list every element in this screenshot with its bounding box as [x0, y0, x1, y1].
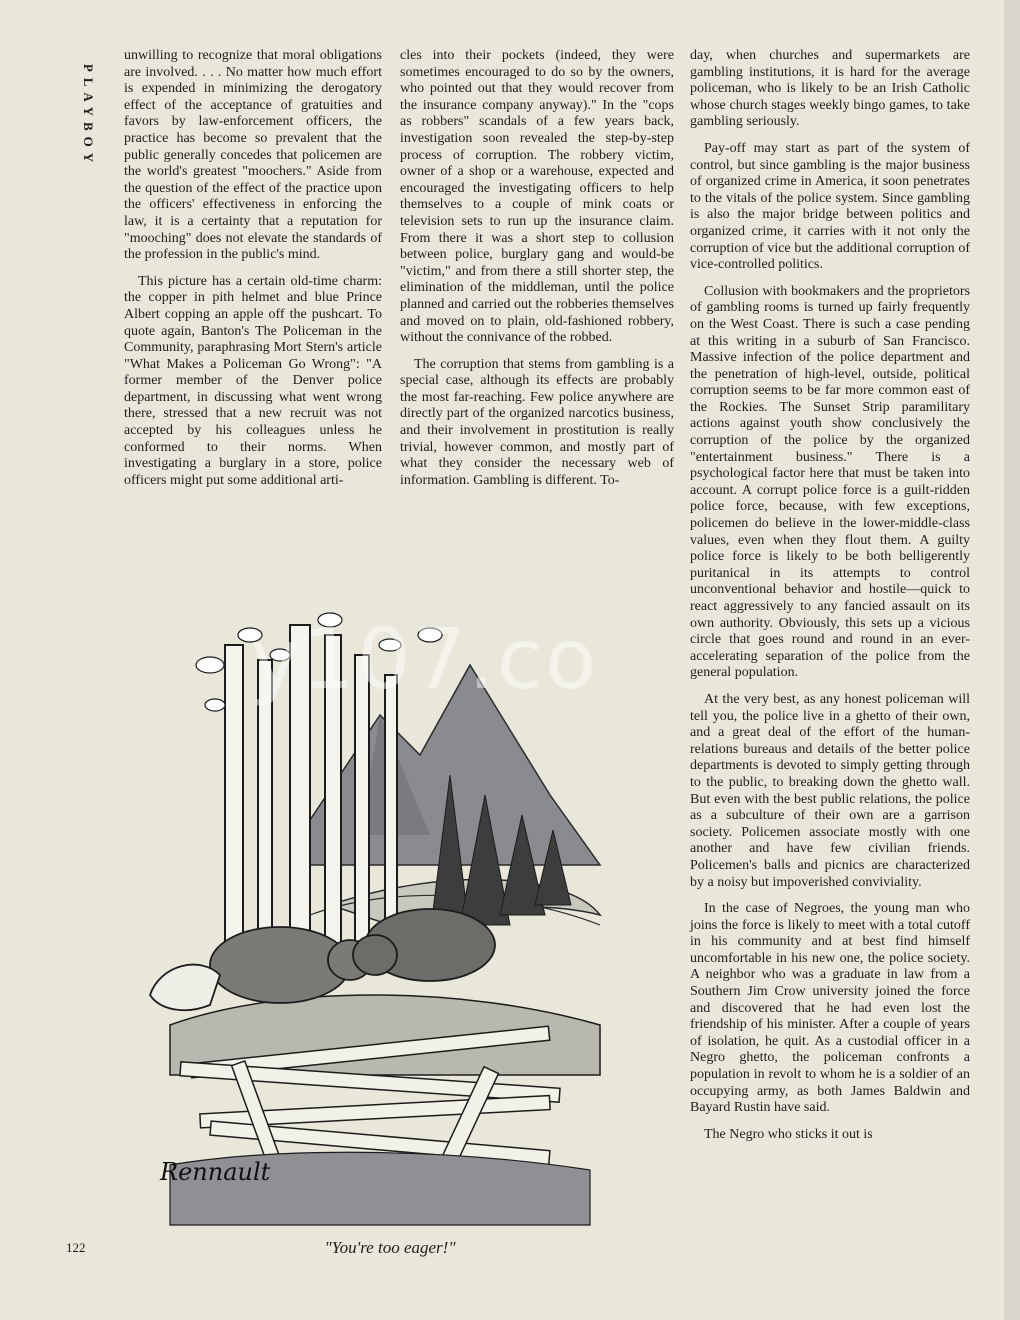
text-column-3	[690, 48, 970, 1143]
paragraph: Collusion with bookmakers and the proprietors of gambling rooms is turned up fairly frequently on the West Coast. There is such a case pending at this writing in a suburb of San Francisco. Massive infection of the police department and the penetration of high-level, outside, political corruption seems to be far more common east of the Rockies. The Sunset Strip paramilitary actions against youth show conclusively the corruption of the police by the organized "entertainment business." There is a psychological factor here that must be taken into account. A corrupt police force is a guilt-ridden police force, because, with few exceptions, policemen do believe in the lower-middle-class values, even when they flout them. A guilty police force is likely to be both belligerently puritanical in its attempts to control unconventional behavior and hostile—quick to react aggressively to any fancied assault on its own authority. Obviously, this sets up a vicious circle that goes round and round in an ever-accelerating separation of the police from the general population.	[690, 283, 970, 681]
paragraph: day, when churches and supermarkets are gambling institutions, it is hard for the average policeman, who is likely to be an Irish Catholic whose church stages weekly bingo games, to take gambling seriously.	[690, 48, 970, 130]
cartoon-caption: "You're too eager!"	[324, 1238, 456, 1257]
running-head-text: PLAYBOY	[81, 63, 96, 169]
page-number: 122	[66, 1240, 86, 1255]
paragraph: At the very best, as any honest policeman will tell you, the police live in a ghetto of their own, and a great deal of the effort of the human-relations bureaus and details of the better police departments is devoted to simply getting through to the public, to breaking down the ghetto wall. But even with the best public relations, the police as a subculture of their own are a garrison society. Policemen associate mostly with one another and have few civilian friends. Policemen's balls and picnics are characterized by a noisy but impoverished conviviality.	[690, 691, 970, 890]
paragraph: Pay-off may start as part of the system of control, but since gambling is the major business of organized crime in America, it soon penetrates to the vitals of the police system. Since gambling is also the major bridge between politics and organized crime, it carries with it not only the corruption of vice but the additional corruption of vice-controlled politics.	[690, 140, 970, 273]
paragraph: The Negro who sticks it out is	[704, 1126, 873, 1142]
artist-signature: Rennault	[160, 1158, 271, 1186]
paragraph: This picture has a certain old-time charm: the copper in pith helmet and blue Prince Albert copping an apple off the pushcart. To quote again, Banton's The Policeman in the Community, paraphrasing Mort Stern's article "What Makes a Policeman Go Wrong": "A former member of the Denver police department, in discussing what went wrong there, stressed that a new recruit was not accepted by his colleagues unless he conformed to their norms. When investigating a burglary in a store, police officers might put some additional arti-	[124, 273, 382, 488]
paragraph: In the case of Negroes, the young man who joins the force is likely to meet with a total cutoff in his community and at best find himself uncomfortable in his new one, the police society. A neighbor who was a graduate in law from a Southern Jim Crow university joined the force and discovered that he had even lost the friendship of his minister. After a couple of years of isolation, he quit. As a custodial officer in a Negro ghetto, the policeman confronts a population in revolt to whom he is a soldier of an occupying army, as both James Baldwin and Bayard Rustin have said.	[690, 901, 970, 1116]
running-head	[78, 46, 98, 186]
paragraph: unwilling to recognize that moral obligations are involved. . . . No matter how much effort is expended in minimizing the derogatory effect of the acceptance of gratuities and favors by law-enforcement officers, the practice has become so prevalent that the public generally concedes that policemen are the world's greatest "moochers." Aside from the question of the effect of the practice upon the officers' effectiveness in enforcing the law, it is a certainty that a reputation for "mooching" does not elevate the standards of the profession in the public's mind.	[124, 48, 382, 263]
page-edge	[1004, 0, 1020, 1320]
paragraph: cles into their pockets (indeed, they were sometimes encouraged to do so by the owners, who pointed out that they would recover from the insurance company anyway)." In the "cops as robbers" scandals of a few years back, investigation soon revealed the step-by-step process of corruption. The robbery victim, owner of a shop or a warehouse, expected and encouraged the investigating officers to help themselves to a couple of mink coats or television sets to run up the insurance claim. From there it was a short step to collusion between police, burglary gang and would-be "victim," and from there a still shorter step, the elimination of the middleman, until the police planned and carried out the robberies themselves and moved on to plain, old-fashioned robbery, without the connivance of the robbed.	[400, 48, 674, 346]
watermark: y107.co	[250, 610, 599, 708]
paragraph: The corruption that stems from gambling is a special case, although its effects are probably the most far-reaching. Few police anywhere are directly part of the organized narcotics business, and their involvement in prostitution is really trivial, however common, and mostly part of what they consider the necessary web of information. Gambling is different. To-	[400, 356, 674, 488]
text-column-2	[400, 48, 674, 489]
text-column-1	[124, 48, 382, 489]
beaver-cartoon-illustration	[130, 605, 670, 1235]
